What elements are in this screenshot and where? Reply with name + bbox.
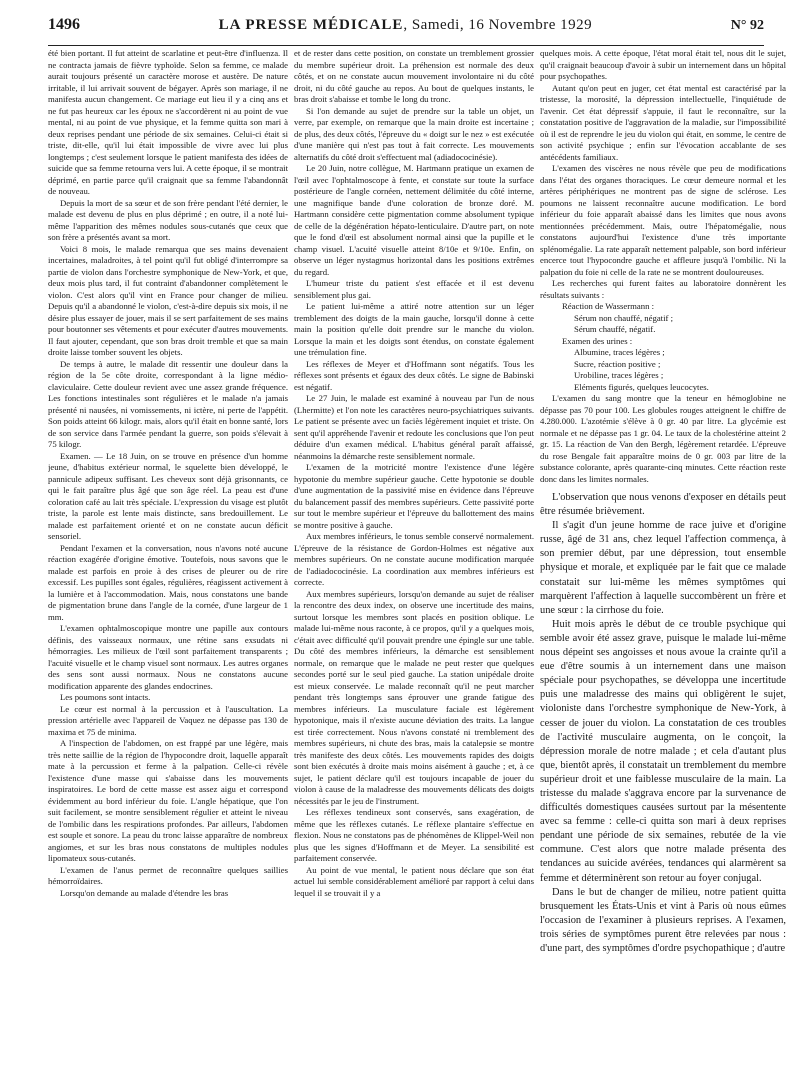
paragraph: L'examen des viscères ne nous révèle que peu de modifications dans l'état des organes thoraciques. Le cœur demeure normal et les artères périphériques ne montrent pas de signe de sclérose. Les poumons ne laissent reconnaître aucune modification. Le bord inférieur du foie apparaît abaissé dans les limites que nous avons mentionnées précédemment. Mais, outre l'hépatomégalie, nous constatons aujourd'hui l'existence d'une très importante splénomégalie. La rate apparaît nettement palpable, son bord inférieur encerce tout l'hypocondre gauche et affleure jusqu'à l'ombilic. Ni la palpation du foie ni celle de la rate ne se montrent douloureuses. [540,163,786,277]
result-item: Albumine, traces légères ; [574,347,665,357]
column-2 [294,48,534,1072]
summary-paragraph: Dans le but de changer de milieu, notre patient quitta brusquement les États-Unis et vint à Paris où nous eûmes l'occasion de l'examiner à plusieurs reprises. A l'examen, trois séries de symptômes purent être relevées par nous : d'une part, des symptômes d'ordre psychopathique ; d'autre [540,886,786,954]
result-heading: Examen des urines : [562,335,633,346]
paragraph: Les réflexes de Meyer et d'Hoffmann sont négatifs. Tous les réflexes sont présents et égaux des deux côtés. Le signe de Babinski est négatif. [294,358,534,392]
result-item: Sérum non chauffé, négatif ; [574,312,673,323]
result-item: Sucre, réaction positive ; [574,358,661,369]
paragraph: Aux membres supérieurs, lorsqu'on demande au sujet de réaliser la rencontre des deux index, on observe une incertitude des mains, surtout lorsque les membres sont placés en position oblique. Le malade lui-même nous raconte, à ce propos, qu'il y a quelques mois, c'était avec difficulté qu'il pouvait prendre une épingle sur une table. Du côté des membres inférieurs, la démarche est sensiblement normale, on remarque que le malade ne peut rester que quelques secondes porté sur le seul pied gauche. La station unipédale droite est mieux conservée. Le malade reconnaît qu'il ne peut marcher pendant très longtemps sans éprouver une grande fatigue des membres inférieurs. La musculature faciale est légèrement hypotonique, mais il n'existe aucune déviation des traits. La langue est tirée correctement. Nous n'avons constaté ni tremblement des membres supérieurs, ni chute des bras, mais la catalepsie se montre très manifeste des deux côtés. Les mouvements rapides des doigts sont bien exécutés à droite mais moins aisément à gauche ; et, à ce sujet, le patient déclare qu'il est toujours incapable de jouer du violon à cause de la maladresse des mouvements délicats des doigts nécessités par le jeu de l'instrument. [294,588,534,806]
paragraph: Depuis la mort de sa sœur et de son frère pendant l'été dernier, le malade est devenu de plus en plus déprimé ; en outre, il a noté lui-même l'apparition des mêmes nodules sous-cutanés que ceux que son frère a présentés avant sa mort. [48,197,288,242]
paragraph: Le cœur est normal à la percussion et à l'auscultation. La pression artérielle avec l'appareil de Vaquez ne dépasse pas 130 de maxima et 75 de minima. [48,703,288,737]
result-heading: Réaction de Wassermann : [562,301,655,311]
result-item: Urobiline, traces légères ; [574,370,664,380]
summary-paragraph: L'observation que nous venons d'exposer en détails peut être résumée brièvement. [540,492,786,518]
paragraph: L'examen du sang montre que la teneur en hémoglobine ne dépasse pas 70 pour 100. Les globules rouges atteignent le chiffre de 4.280.000. L'azotémie s'élève à 0 gr. 40 par litre. La glycémie est normale et ne dépasse pas 1 gr. 04. Le taux de la cholestérine atteint 2 gr. 15. La réaction de Van den Bergh, légèrement retardée. L'épreuve du rose Bengale fait apparaître moins de 0 gr. 003 par litre de la substance colorante, après quarante-cinq minutes. Cette réaction reste donc dans les limites normales. [540,393,786,484]
paragraph: Le 27 Juin, le malade est examiné à nouveau par l'un de nous (Lhermitte) et l'on note les caractères neuro-psychiatriques suivants. Le patient se présente avec un faciès légèrement inquiet et triste. On sent qu'il appréhende l'avenir et redoute les conclusions que l'on peut déduire d'un examen médical. L'habitus général paraît affaissé, néanmoins la démarche reste sensiblement normale. [294,393,534,461]
paragraph: Si l'on demande au sujet de prendre sur la table un objet, un verre, par exemple, on remarque que la main droite est incertaine ; de plus, des deux côtés, l'épreuve du « doigt sur le nez » est exécutée d'une manière qui n'est pas tout à fait correcte. Les mouvements alternatifs du côté droit s'effectuent mal (adiadococinésie). [294,105,534,162]
page-header [48,16,764,46]
paragraph: L'examen de la motricité montre l'existence d'une légère hypotonie du membre supérieur gauche. Cette hypotonie se double d'une augmentation de la passivité mise en évidence dans l'épreuve du balancement passif des membres supérieurs. Cette passivité porte sur tout le membre supérieur et l'épreuve du ballottement des mains se montre positive à gauche. [294,462,534,530]
paragraph: Les réflexes tendineux sont conservés, sans exagération, de même que les réflexes cutanés. Le réflexe plantaire s'effectue en flexion. Nous ne constatons pas de phénomènes de Klippel-Weil non plus que les signes d'Hoffmann et de Meyer. La sensibilité est parfaitement conservée. [294,807,534,863]
summary-paragraph: Il s'agit d'un jeune homme de race juive et d'origine russe, âgé de 31 ans, chez lequel l'affection commença, à son premier début, par une dépression, tout ensemble physique et morale, et expliquée par le fait que ce malade constatait sur lui-même les mêmes symptômes qui marquèrent l'affection à laquelle succombèrent un frère et une sœur : la cirrhose du foie. [540,520,786,616]
paragraph: quelques mois. A cette époque, l'état moral était tel, nous dit le sujet, qu'il craignait beaucoup d'avoir à subir un internement dans un hôpital pour psychopathes. [540,48,786,81]
column-1 [48,48,288,1072]
lab-results [540,301,786,393]
paragraph: Examen. — Le 18 Juin, on se trouve en présence d'un homme jeune, d'habitus extérieur normal, le squelette bien développé, le pannicule adipeux suffisant. Les cheveux sont déjà grisonnants, ce qui le fait paraître plus âgé que son âge réel. La peau est d'une coloration café au lait très spéciale. L'expression du visage est plutôt triste, la parole est lente mais distincte, sans bredouillement. Le malade est parfaitement orienté et on ne constate aucun déficit sensoriel. [48,450,288,541]
issue-date: , Samedi, 16 Novembre 1929 [403,17,593,33]
result-item: Sérum chauffé, négatif. [574,324,656,334]
paragraph: A l'inspection de l'abdomen, on est frappé par une légère, mais très nette saillie de la région de l'hypocondre droit, laquelle apparaît mate à la percussion et ferme à la palpation. Celle-ci révèle l'existence d'une masse qui s'abaisse dans les mouvements inspiratoires. Le bord de cette masse est assez aigu et correspond évidemment au bord inférieur du foie. L'angle hépatique, que l'on suit facilement, se montre sensiblement régulier et atteint le niveau de l'ombilic dans les respirations profondes. Par ailleurs, l'abdomen est souple et sonore. La peau du tronc laisse apparaître de nombreux angiomes, et sur les bras nous constatons de multiples nodules lipomateux sous-cutanés. [48,738,288,863]
paragraph: L'humeur triste du patient s'est effacée et il est devenu sensiblement plus gai. [294,278,534,300]
result-item: Eléments figurés, quelques leucocytes. [574,381,709,392]
paragraph: Les recherches qui furent faites au laboratoire donnèrent les résultats suivants : [540,278,786,300]
paragraph: Le patient lui-même a attiré notre attention sur un léger tremblement des doigts de la main gauche, lorsqu'il donne à cette main la position qu'elle doit prendre sur le manche du violon. Lorsque la main et les doigts sont étendus, on constate également une trémulation fine. [294,301,534,357]
summary-paragraph: Huit mois après le début de ce trouble psychique qui semble avoir été assez grave, puisque le malade lui-même nous dépeint ses angoisses et nous avoue la crainte qu'il a eue d'être soumis à un internement dans une maison spéciale pour psychopathes, se développa une incertitude puis une maladresse des mains qui obligèrent le sujet, violoniste dans l'orchestre symphonique de New-York, à cesser de jouer du violon. La constatation de ces troubles de l'activité musculaire augmenta, on le conçoit, la dépression morale de notre malade ; et cela d'autant plus que, bientôt après, il constatait un tremblement du membre supérieur droit et une faiblesse musculaire de la main. La tristesse du malade s'aggrava encore par la survenance de difficultés domestiques causées surtout par la mésentente avec sa femme : celle-ci quitta son mari à deux reprises pendant une période de six semaines, rebutée de la vie commune. C'est alors que notre malade présenta des tendances au suicide avérées, tendances qui alarmèrent sa femme et déterminèrent son retour au foyer conjugal. [540,618,786,884]
paragraph: été bien portant. Il fut atteint de scarlatine et peut-être d'influenza. Il ne contracta jamais de fièvre typhoïde. Selon sa femme, ce malade aurait toujours présenté un caractère morose et austère. De nature irritable, il lui arrivait souvent de bégayer. Après son mariage, il ne manifesta aucun changement. Ce mariage eut lieu il y a cinq ans et ne fut pas heureux car les époux ne s'accordèrent ni au point de vue mental, ni au point de vue physique, et la femme quitta son mari à deux reprises pendant une période de six semaines. Celui-ci était si triste, dit-elle, qu'il lui était impossible de vivre avec lui plus longtemps ; c'est seulement lorsque le patient manifesta des idées de suicide que sa femme retourna vers lui. A cette époque, il se montrait déprimé, en partie parce qu'il craignait que sa femme l'abandonnât de nouveau. [48,48,288,196]
paragraph: Les poumons sont intacts. [60,692,151,702]
paragraph: De temps à autre, le malade dit ressentir une douleur dans la région de la 5e côte droite, correspondant à la ligne médio-claviculaire. Cette douleur revient avec une assez grande fréquence. Les fonctions intestinales sont régulières et le malade n'a jamais présenté ni nausées, ni vomissements, ni ictère, ni perte de l'appétit. Son poids atteint 66 kilogr. mais, alors qu'il était en bonne santé, lors de son service dans l'armée pendant la guerre, son poids s'élevait à 75 kilogr. [48,358,288,449]
paragraph: Pendant l'examen et la conversation, nous n'avons noté aucune réaction exagérée d'origine émotive. Toutefois, nous savons que le malade est parfois en proie à des crises de pleurer ou de rire excessif. Les pupilles sont égales, régulières, réagissent activement à la lumière et à l'accommodation. Mais, nous constatons une bande de pigmentation brune dans l'angle de la cornée, d'une largeur de 1 mm. [48,542,288,622]
paragraph: et de rester dans cette position, on constate un tremblement grossier du membre supérieur droit. La préhension est normale des deux côtés, et on ne constate aucun mouvement involontaire ni du côté droit, ni du côté gauche au repos. Au bout de quelques instants, le bras droit s'abaisse et tombe le long du tronc. [294,48,534,104]
paragraph: L'examen de l'anus permet de reconnaître quelques saillies hémorroïdaires. [48,864,288,886]
running-title [219,17,593,34]
column-3 [540,48,786,1072]
paragraph: Au point de vue mental, le patient nous déclare que son état actuel lui semble considérablement amélioré par rapport à celui dans lequel il se trouvait il y a [294,864,534,898]
paragraph: Lorsqu'on demande au malade d'étendre les bras [60,887,229,898]
page-number: 1496 [48,16,80,33]
journal-name: LA PRESSE MÉDICALE [218,17,404,33]
paragraph: Le 20 Juin, notre collègue, M. Hartmann pratique un examen de l'œil avec l'ophtalmoscope à fente, et constate sur toute la surface postérieure de l'angle cornéen, nettement délimitée du côté interne, une magnifique bande d'une coloration de bronze doré. M. Hartmann considère cette pigmentation comme absolument typique de celle de la dégénération hépato-lenticulaire. D'autre part, on note que le fond d'œil est absolument normal ainsi que la pupille et le champ visuel. L'acuité visuelle atteint 8/10e et 9/10e. Enfin, on observe un léger nystagmus horizontal dans les positions extrêmes du regard. [294,163,534,277]
paragraph: Aux membres inférieurs, le tonus semble conservé normalement. L'épreuve de la résistance de Gordon-Holmes est négative aux membres supérieurs. On ne constate aucune modification marquée de l'adiadococinésie. La coordination aux membres inférieurs est correcte. [294,531,534,587]
paragraph: Autant qu'on peut en juger, cet état mental est caractérisé par la tristesse, la morosité, la dépression intellectuelle, l'inquiétude de l'avenir. Cet état dépressif s'appuie, il faut le reconnaître, sur la constatation positive de l'aggravation de la maladie, sur l'impossibilité où il est de reprendre le jeu du violon qui était, en somme, le centre de son activité psychique ; enfin sur l'évocation accablante de ses antécédents familiaux. [540,82,786,162]
paragraph: L'examen ophtalmoscopique montre une papille aux contours définis, des vaisseaux normaux, une rétine sans exsudats ni hémorragies. Les milieux de l'œil sont parfaitement transparents ; l'acuité visuelle et le champ visuel sont normaux. Les autres organes des sens sont aussi normaux. Nous ne constatons aucune modification apparente des glandes endocrines. [48,623,288,691]
paragraph: Voici 8 mois, le malade remarqua que ses mains devenaient incertaines, maladroites, à tel point qu'il fut obligé d'interrompre sa partie de violon dans l'orchestre symphonique de New-York, et que, deux mois plus tard, il fut contraint d'abandonner complètement le violon. C'est alors qu'il vint en France pour changer de milieu. Depuis qu'il a abandonné le violon, c'est-à-dire depuis six mois, il ne désire plus essayer de jouer, mais il se sert parfaitement de ses mains pour boutonner ses vêtements et pour exécuter d'autres mouvements. Il faut ajouter, cependant, que son bras droit tremble et que sa main droite laisse tomber souvent les objets. [48,243,288,357]
issue-number: N° 92 [730,18,764,33]
